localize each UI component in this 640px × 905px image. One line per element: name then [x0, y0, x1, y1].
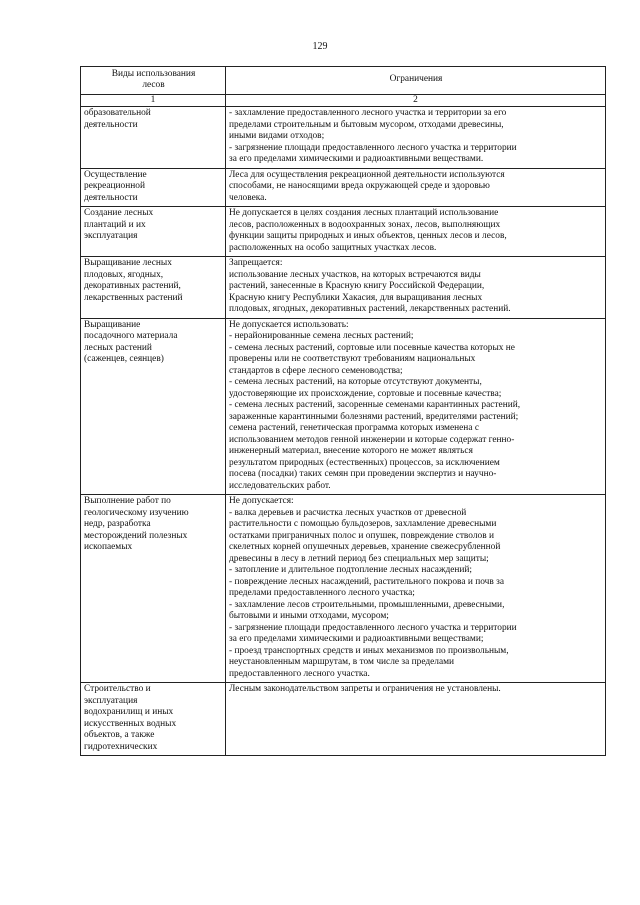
restriction-line: человека. — [229, 192, 267, 203]
table-row — [81, 257, 606, 319]
forest-use-type-line: посадочного материала — [84, 331, 178, 341]
restriction-line: - семена лесных растений, сортовые или посевные качества которых не — [229, 342, 515, 353]
table-row — [81, 107, 606, 169]
forest-use-type-line: деятельности — [84, 119, 138, 130]
forest-use-type-line: объектов, а также — [84, 730, 155, 740]
forest-use-type-line: ископаемых — [84, 542, 133, 552]
restriction-line: - затопление и длительное подтопление лесных насаждений; — [229, 565, 473, 575]
restriction-line: Красную книгу Республики Хакасия, для выращивания лесных — [229, 292, 483, 303]
forest-use-type-cell — [81, 257, 226, 319]
restriction-line: исследовательских работ. — [229, 480, 331, 491]
forest-use-type-line: Создание лесных — [84, 208, 154, 218]
restrictions-cell — [226, 168, 606, 207]
forest-use-type-line: (саженцев, сеянцев) — [84, 354, 164, 364]
forest-use-type-cell — [81, 168, 226, 207]
forest-use-type-cell — [81, 207, 226, 257]
restriction-line: Не допускается: — [229, 496, 294, 506]
forest-use-type-cell — [81, 495, 226, 683]
restriction-line: посева (посадки) таких семян при проведении экспертиз и научно- — [229, 469, 497, 479]
restrictions-cell — [226, 207, 606, 257]
column-number-2: 2 — [226, 95, 606, 107]
header-line: Виды использования — [111, 68, 196, 79]
restriction-line: иными видами отходов; — [229, 131, 325, 141]
header-line: лесов — [142, 80, 165, 90]
restrictions-table — [80, 66, 606, 756]
restriction-line: за его пределами химическими и радиоактивными веществами; — [229, 634, 484, 644]
forest-use-type-line: деятельности — [84, 192, 138, 203]
table-row — [81, 168, 606, 207]
restriction-line: - загрязнение площади предоставленного лесного участка и территории — [229, 142, 517, 153]
forest-use-type-line: месторождений полезных — [84, 530, 188, 541]
restriction-line: Не допускается в целях создания лесных плантаций использование — [229, 208, 499, 218]
table-row — [81, 318, 606, 495]
restriction-line: - семена лесных растений, на которые отсутствуют документы, — [229, 377, 482, 387]
forest-use-type-line: искусственных водных — [84, 718, 177, 729]
restriction-line: Запрещается: — [229, 258, 283, 268]
table-row — [81, 683, 606, 756]
forest-use-type-line: лекарственных растений — [84, 292, 183, 303]
forest-use-type-line: рекреационной — [84, 181, 145, 191]
forest-use-type-line: лесных растений — [84, 342, 152, 353]
restriction-line: стандартов в сфере лесного семеноводства; — [229, 365, 403, 376]
restriction-line: Леса для осуществления рекреационной деятельности используются — [229, 169, 505, 180]
forest-use-type-line: Строительство и — [84, 684, 151, 694]
restrictions-cell — [226, 257, 606, 319]
forest-use-type-cell — [81, 107, 226, 169]
restriction-line: Лесным законодательством запреты и ограничения не установлены. — [229, 684, 501, 694]
restriction-line: зараженные карантинными болезнями растений, вредителями растений; — [229, 411, 519, 422]
forest-use-type-line: недр, разработка — [84, 519, 151, 529]
restrictions-cell — [226, 495, 606, 683]
column-number-1: 1 — [81, 95, 226, 107]
restrictions-cell — [226, 683, 606, 756]
restriction-line: - захламление предоставленного лесного участка и территории за его — [229, 108, 507, 118]
restriction-line: расположенных на особо защитных участках лесов. — [229, 242, 437, 253]
forest-use-type-line: Выращивание — [84, 319, 141, 330]
restriction-line: остатками приграничных полос и опушек, повреждение стволов и — [229, 530, 495, 541]
restriction-line: растений, занесенные в Красную книгу Российской Федерации, — [229, 281, 485, 291]
table-body — [81, 107, 606, 756]
restriction-line: пределами строительным и бытовым мусором, отходами древесины, — [229, 119, 504, 130]
restriction-line: инженерный материал, внесение которого не может являться — [229, 446, 473, 456]
restriction-line: - семена лесных растений, засоренные семенами карантинных растений, — [229, 400, 521, 410]
restriction-line: бытовыми и иными отходами, мусором; — [229, 611, 389, 621]
restrictions-cell — [226, 107, 606, 169]
restriction-line: Не допускается использовать: — [229, 319, 349, 330]
restriction-line: удостоверяющие их происхождение, сортовые и посевные качества; — [229, 388, 502, 399]
restriction-line: неустановленным маршрутам, в том числе за пределами — [229, 657, 455, 667]
forest-use-type-line: декоративных растений, — [84, 281, 181, 291]
table-header-row — [81, 67, 606, 95]
table-row — [81, 207, 606, 257]
table-row — [81, 495, 606, 683]
forest-use-type-line: Выполнение работ по — [84, 496, 171, 506]
forest-use-type-cell — [81, 318, 226, 495]
restriction-line: семена растений, генетическая программа которых изменена с — [229, 423, 479, 433]
restriction-line: использованием методов генной инженерии и которые содержат генно- — [229, 434, 515, 445]
forest-use-type-line: геологическому изучению — [84, 507, 189, 518]
restriction-line: результатом природных (естественных) процессов, за исключением — [229, 457, 500, 468]
forest-use-type-line: водохранилищ и иных — [84, 707, 174, 717]
restrictions-cell — [226, 318, 606, 495]
restriction-line: пределами предоставленного лесного участка; — [229, 588, 415, 598]
forest-use-type-cell — [81, 683, 226, 756]
restriction-line: плодовых, ягодных, декоративных растений, лекарственных растений. — [229, 304, 511, 314]
header-restrictions: Ограничения — [226, 67, 606, 95]
restriction-line: предоставленного лесного участка. — [229, 668, 370, 679]
restriction-line: использование лесных участков, на которых встречаются виды — [229, 269, 481, 280]
restriction-line: - захламление лесов строительными, промышленными, древесными, — [229, 599, 505, 610]
page-number: 129 — [312, 41, 328, 52]
header-forest-use-type — [81, 67, 226, 95]
restriction-line: скелетных корней опушечных деревьев, хранение свежесрубленной — [229, 542, 501, 552]
forest-use-type-line: гидротехнических — [84, 741, 158, 752]
forest-use-type-line: образовательной — [84, 108, 151, 118]
restriction-line: способами, не наносящими вреда окружающей среде и здоровью — [229, 181, 490, 191]
column-number-row — [81, 95, 606, 107]
restriction-line: - повреждение лесных насаждений, растительного покрова и почв за — [229, 576, 505, 587]
restriction-line: - загрязнение площади предоставленного лесного участка и территории — [229, 622, 517, 633]
restriction-line: функции защиты природных и иных объектов, ценных лесов и лесов, — [229, 231, 507, 241]
restriction-line: древесины в лесу в летний период без специальных мер защиты; — [229, 553, 489, 564]
restriction-line: - валка деревьев и расчистка лесных участков от древесной — [229, 507, 467, 518]
restriction-line: - проезд транспортных средств и иных механизмов по произвольным, — [229, 645, 509, 656]
forest-use-type-line: эксплуатация — [84, 695, 138, 706]
forest-use-type-line: эксплуатация — [84, 231, 138, 241]
forest-use-type-line: плантаций и их — [84, 219, 146, 230]
restriction-line: за его пределами химическими и радиоактивными веществами. — [229, 154, 484, 164]
forest-use-type-line: Осуществление — [84, 169, 147, 180]
restriction-line: - нерайонированные семена лесных растений; — [229, 331, 414, 341]
restriction-line: проверены или не соответствуют требованиям национальных — [229, 354, 476, 364]
restriction-line: растительности с помощью бульдозеров, захламление древесными — [229, 519, 497, 529]
restriction-line: лесов, расположенных в водоохранных зонах, лесов, выполняющих — [229, 219, 501, 230]
forest-use-type-line: Выращивание лесных — [84, 258, 172, 268]
forest-use-type-line: плодовых, ягодных, — [84, 269, 164, 280]
